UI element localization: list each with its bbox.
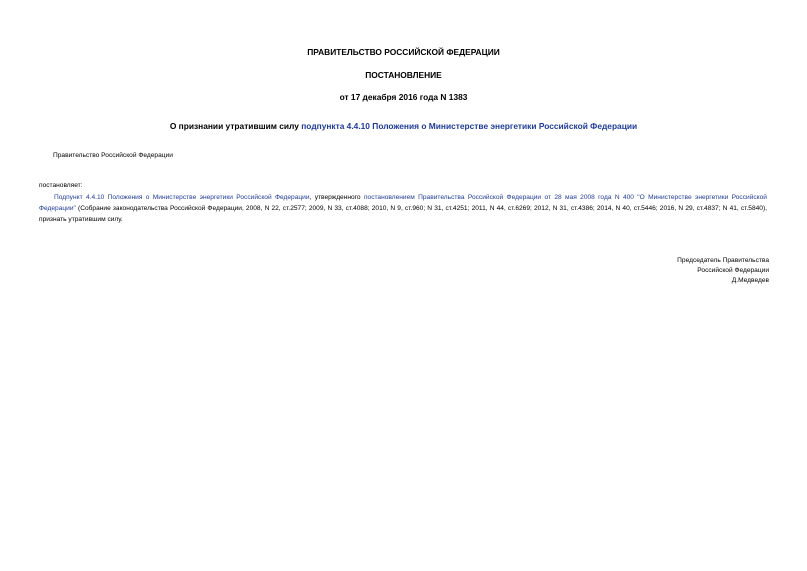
government-heading: ПРАВИТЕЛЬСТВО РОССИЙСКОЙ ФЕДЕРАЦИИ (307, 47, 500, 57)
subclause-link[interactable]: Подпункт 4.4.10 Положения о Министерстве энергетики Российской Федерации (54, 194, 310, 201)
signature-country: Российской Федерации (697, 267, 769, 274)
date-number-heading: от 17 декабря 2016 года N 1383 (339, 92, 468, 102)
paragraph-text-2: (Собрание законодательства Российской Федерации, 2008, N 22, ст.2577; 2009, N 33, ст.4088; 2010, N 9, ст.960; N 31, ст.4251; 2011, N 44, ст.6269; 2012, N 31, ст.4386; 2014, N 40, ст.5446; 2016, N 29, ст.4837; N 41, ст.5840), признать утратившим силу. (39, 205, 767, 223)
signature-position: Председатель Правительства (677, 257, 769, 264)
body-paragraph (39, 192, 767, 225)
resolves-line: постановляет: (39, 182, 83, 189)
signature-name: Д.Медведев (731, 277, 769, 284)
resolution-link[interactable]: постановлением Правительства Российской Федерации от 28 мая 2008 года N 400 "О Министерстве энергетики Российской Федерации" (39, 194, 767, 212)
title-link[interactable]: подпункта 4.4.10 Положения о Министерстве энергетики Российской Федерации (301, 121, 638, 131)
title-prefix: О признании утратившим силу (169, 121, 302, 131)
document-title (0, 121, 807, 131)
document-type-heading: ПОСТАНОВЛЕНИЕ (365, 70, 442, 80)
paragraph-text-1: , утвержденного (309, 194, 364, 201)
government-line: Правительство Российской Федерации (53, 152, 173, 159)
